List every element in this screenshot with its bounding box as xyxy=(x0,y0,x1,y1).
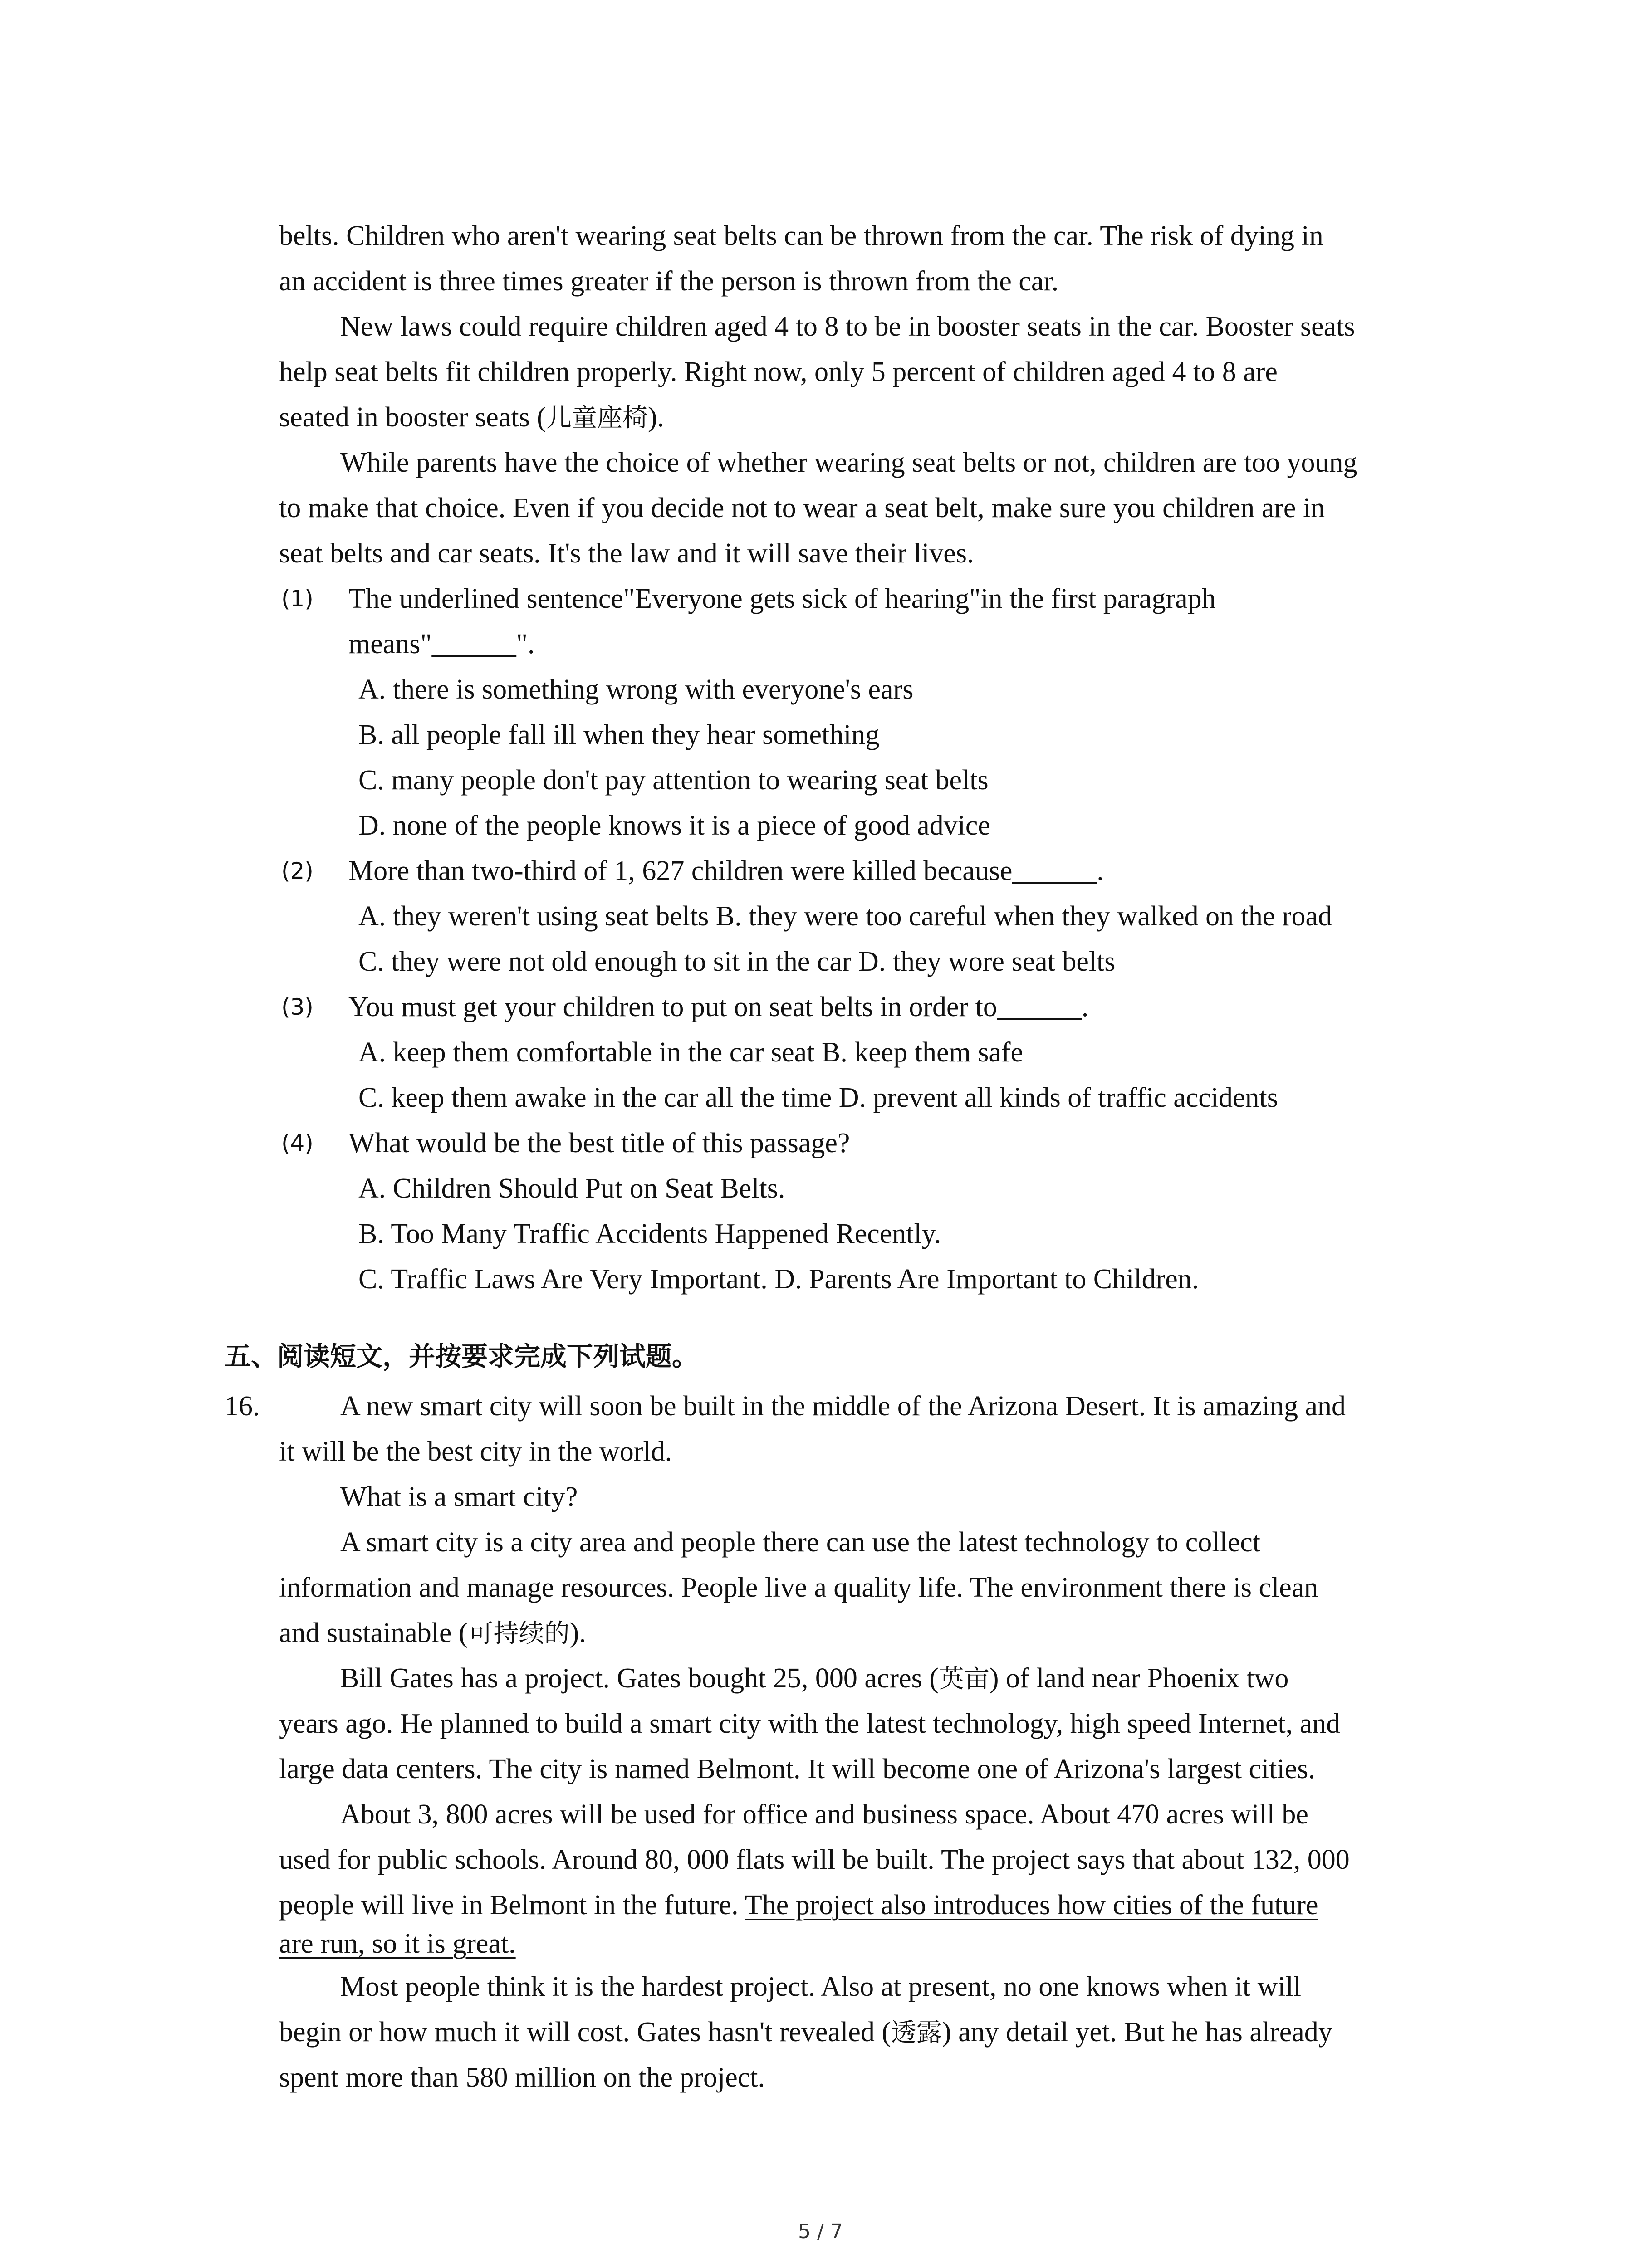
passage-line xyxy=(340,1656,1288,1701)
passage-line: New laws could require children aged 4 to 8 to be in booster seats in the car. Booster seats xyxy=(340,311,1355,342)
answer-option: C. many people don't pay attention to wearing seat belts xyxy=(358,765,989,796)
passage-line: it will be the best city in the world. xyxy=(279,1436,672,1467)
chinese-gloss: 儿童座椅 xyxy=(546,403,648,433)
text-run: seated in booster seats ( xyxy=(279,402,546,433)
passage-line: While parents have the choice of whether wearing seat belts or not, children are too young xyxy=(340,447,1357,478)
passage-line: information and manage resources. People live a quality life. The environment there is clean xyxy=(279,1572,1318,1603)
text-run: people will live in Belmont in the future. xyxy=(279,1890,745,1921)
question-stem: means"______". xyxy=(348,629,535,660)
question-stem: What would be the best title of this passage? xyxy=(348,1128,850,1158)
chinese-gloss: 可持续的 xyxy=(468,1619,570,1648)
passage-line: Most people think it is the hardest project. Also at present, no one knows when it will xyxy=(340,1971,1302,2002)
answer-option: A. there is something wrong with everyone's ears xyxy=(358,674,914,705)
passage-line: large data centers. The city is named Belmont. It will become one of Arizona's largest cities. xyxy=(279,1754,1315,1784)
text-run: ). xyxy=(647,402,664,433)
passage-line: years ago. He planned to build a smart city with the latest technology, high speed Internet, and xyxy=(279,1708,1341,1739)
passage-line xyxy=(279,1610,586,1656)
chinese-gloss: 英亩 xyxy=(938,1664,989,1694)
question-number: (1) xyxy=(281,586,314,612)
passage-line: seat belts and car seats. It's the law and it will save their lives. xyxy=(279,538,974,569)
text-run: ). xyxy=(569,1618,586,1648)
question-stem: You must get your children to put on seat belts in order to______. xyxy=(348,992,1089,1022)
text-run: ) of land near Phoenix two xyxy=(989,1663,1289,1694)
passage-line: A new smart city will soon be built in the middle of the Arizona Desert. It is amazing and xyxy=(340,1391,1346,1422)
passage-line xyxy=(279,395,664,440)
passage-line: spent more than 580 million on the project. xyxy=(279,2062,765,2093)
answer-option: B. Too Many Traffic Accidents Happened Recently. xyxy=(358,1218,941,1249)
passage-line: to make that choice. Even if you decide not to wear a seat belt, make sure you children are in xyxy=(279,493,1325,523)
passage-line: A smart city is a city area and people there can use the latest technology to collect xyxy=(340,1527,1261,1558)
answer-option: B. all people fall ill when they hear something xyxy=(358,719,880,750)
answer-option: C. Traffic Laws Are Very Important. D. Parents Are Important to Children. xyxy=(358,1264,1199,1295)
underlined-sentence: are run, so it is great. xyxy=(279,1928,516,1959)
page-number: 5 / 7 xyxy=(798,2220,843,2243)
answer-option: A. Children Should Put on Seat Belts. xyxy=(358,1173,785,1204)
passage-line: belts. Children who aren't wearing seat belts can be thrown from the car. The risk of dying in xyxy=(279,220,1323,251)
text-run: and sustainable ( xyxy=(279,1618,468,1648)
passage-line xyxy=(279,2009,1332,2055)
text-run: begin or how much it will cost. Gates hasn't revealed ( xyxy=(279,2017,891,2048)
answer-option: C. keep them awake in the car all the time D. prevent all kinds of traffic accidents xyxy=(358,1082,1278,1113)
passage-line: an accident is three times greater if the person is thrown from the car. xyxy=(279,266,1059,297)
question-number: (3) xyxy=(281,994,314,1020)
passage-line xyxy=(279,1921,516,1966)
section-heading: 五、阅读短文，并按要求完成下列试题。 xyxy=(225,1341,699,1372)
text-run: ) any detail yet. But he has already xyxy=(941,2017,1332,2048)
text-run: Bill Gates has a project. Gates bought 25, 000 acres ( xyxy=(340,1663,939,1694)
chinese-gloss: 透露 xyxy=(891,2018,942,2048)
answer-option: D. none of the people knows it is a piece of good advice xyxy=(358,810,990,841)
answer-option: A. keep them comfortable in the car seat B. keep them safe xyxy=(358,1037,1024,1068)
passage-line: What is a smart city? xyxy=(340,1481,578,1512)
question-number: (2) xyxy=(281,858,314,884)
question-stem: The underlined sentence"Everyone gets sick of hearing"in the first paragraph xyxy=(348,583,1216,614)
answer-option: C. they were not old enough to sit in the car D. they wore seat belts xyxy=(358,946,1116,977)
answer-option: A. they weren't using seat belts B. they were too careful when they walked on the road xyxy=(358,901,1332,932)
question-stem: More than two-third of 1, 627 children were killed because______. xyxy=(348,855,1104,886)
passage-line: help seat belts fit children properly. Right now, only 5 percent of children aged 4 to 8 are xyxy=(279,357,1278,387)
item-number: 16. xyxy=(225,1391,260,1422)
passage-line: used for public schools. Around 80, 000 flats will be built. The project says that about 132, 000 xyxy=(279,1844,1350,1875)
passage-line: About 3, 800 acres will be used for office and business space. About 470 acres will be xyxy=(340,1799,1308,1830)
underlined-sentence: The project also introduces how cities of the future xyxy=(745,1890,1318,1921)
question-number: (4) xyxy=(281,1130,314,1156)
